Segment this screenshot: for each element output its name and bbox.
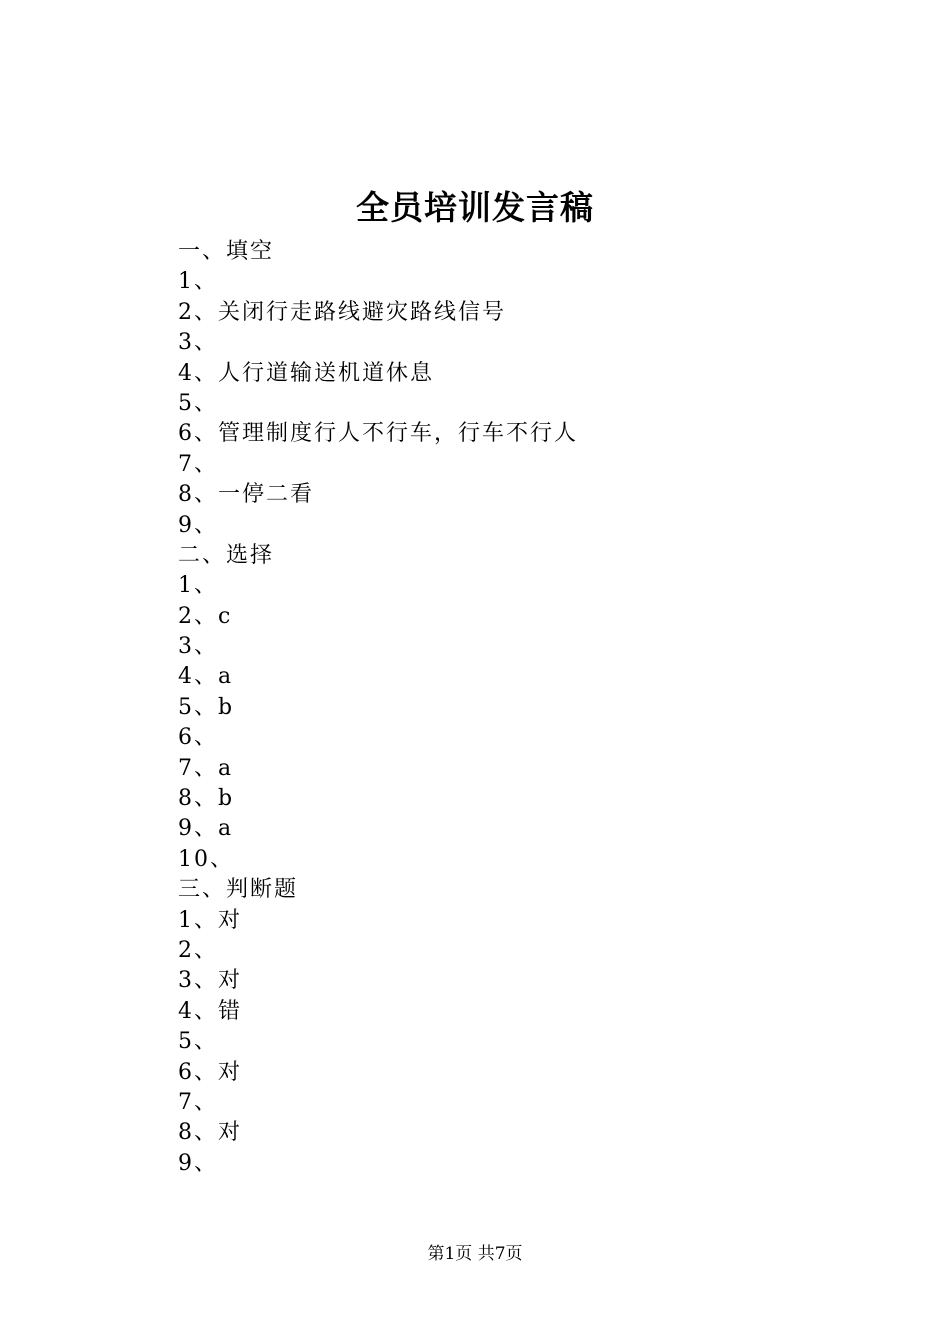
document-body <box>178 237 898 1179</box>
document-line: 3、 <box>178 634 218 660</box>
page-footer: 第1页 共7页 <box>427 1244 523 1264</box>
document-line: 三、判断题 <box>178 877 299 903</box>
document-line: 9、 <box>178 512 218 538</box>
document-line: 2、c <box>178 603 233 629</box>
document-line: 1、 <box>178 573 218 599</box>
document-line: 4、人行道输送机道休息 <box>178 360 434 386</box>
document-line: 3、对 <box>178 968 242 994</box>
document-line: 2、 <box>178 937 218 963</box>
document-line: 4、a <box>178 664 234 690</box>
document-line: 5、 <box>178 390 218 416</box>
document-line: 7、 <box>178 451 218 477</box>
document-line: 7、a <box>178 755 234 781</box>
document-line: 4、错 <box>178 998 242 1024</box>
document-title: 全员培训发言稿 <box>356 188 594 227</box>
document-line: 5、 <box>178 1029 218 1055</box>
document-line: 9、a <box>178 816 234 842</box>
document-line: 10、 <box>178 846 234 872</box>
document-line: 8、对 <box>178 1120 242 1146</box>
document-line: 1、对 <box>178 907 242 933</box>
document-line: 8、b <box>178 786 235 812</box>
document-line: 7、 <box>178 1089 218 1115</box>
document-line: 9、 <box>178 1150 218 1176</box>
document-line: 1、 <box>178 269 218 295</box>
document-line: 6、 <box>178 725 218 751</box>
document-line: 6、管理制度行人不行车，行车不行人 <box>178 421 578 447</box>
document-line: 一、填空 <box>178 239 275 264</box>
document-line: 3、 <box>178 330 218 356</box>
document-line: 6、对 <box>178 1059 242 1085</box>
document-line: 8、一停二看 <box>178 482 314 508</box>
document-line: 5、b <box>178 694 235 720</box>
document-line: 2、关闭行走路线避灾路线信号 <box>178 299 506 325</box>
document-line: 二、选择 <box>178 542 275 568</box>
